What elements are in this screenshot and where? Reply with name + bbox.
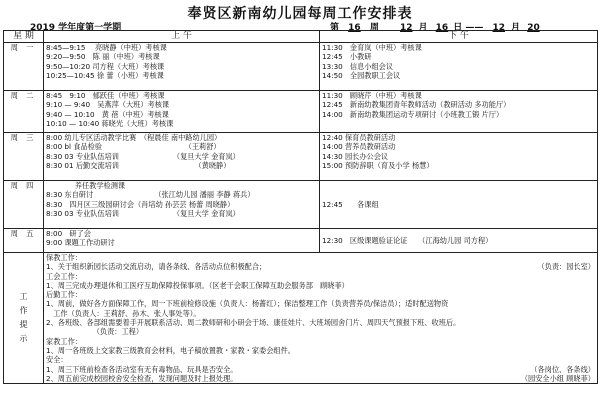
am-item: 8:30 03 专业队伍培训 （复旦大学 金育岚） bbox=[46, 151, 240, 161]
pm-item: 11:30 金育岚（中班）考核课 bbox=[322, 43, 422, 52]
note-line bbox=[46, 337, 595, 346]
pm-item: 12:30 区级课题验证论证 （江海幼儿园 司方程） bbox=[322, 235, 493, 245]
note-tag: （负责：园长室） bbox=[537, 262, 595, 272]
day-row-wednesday bbox=[4, 133, 598, 181]
note-line bbox=[46, 346, 595, 355]
pm-item: 12:45 新南幼教集团青年教师活动（教研活动 多功能厅） bbox=[322, 100, 511, 110]
note-tag: （各岗位、各条线） bbox=[530, 364, 595, 374]
end-day: 20 bbox=[527, 23, 540, 33]
end-month-unit: 月 bbox=[511, 23, 521, 33]
note-text: 1、周前，做好各方面保障工作，周一下班前检修设施（负责人：杨蔷红）；保洁整理工作（负责营养员/保洁员）；适时配送物资 bbox=[46, 299, 449, 309]
pm-item: 14:50 全园教职工会议 bbox=[322, 70, 401, 80]
am-item: 8:45 9:10 郁跃佳（中班）考核课 bbox=[46, 91, 165, 100]
day-label: 周 四 bbox=[4, 181, 44, 229]
note-text: 工作（负责人：王莉舒、孙木、张人事处等）。 bbox=[46, 308, 201, 318]
page-title: 奉贤区新南幼儿园每周工作安排表 bbox=[187, 6, 413, 22]
pm-item: 11:30 顾晓芹（中班）考核课 bbox=[322, 91, 422, 100]
note-text: 1、周三下班前检查各活动室有无有毒物品、玩具是否安全。 bbox=[46, 364, 238, 374]
pm-cell bbox=[320, 43, 598, 91]
note-line bbox=[46, 281, 595, 290]
day-label: 周 五 bbox=[4, 229, 44, 253]
day-row-thursday bbox=[4, 181, 598, 229]
week-unit: 周 bbox=[369, 23, 379, 33]
note-text: 2、周五前完成校园校舍安全检查，发现问题及时上报处理。 bbox=[46, 373, 238, 383]
header-row bbox=[4, 31, 598, 43]
am-cell bbox=[44, 91, 320, 133]
day-label: 周 二 bbox=[4, 91, 44, 133]
am-item: 8:30 03 专业队伍培训 （复旦大学 金育岚） bbox=[46, 208, 240, 218]
start-month: 12 bbox=[399, 23, 413, 33]
start-day: 16 bbox=[435, 23, 449, 33]
day-row-tuesday bbox=[4, 91, 598, 133]
day-row-monday bbox=[4, 43, 598, 91]
day-row-friday bbox=[4, 229, 598, 253]
header-pm: 下 午 bbox=[320, 31, 598, 43]
note-text: 工会工作： bbox=[46, 271, 82, 281]
week-number: 16 bbox=[348, 23, 361, 33]
am-item: 10:25—10:45 徐 蕾（小班）考核课 bbox=[46, 70, 164, 80]
pm-item: 13:30 信息小组会议 bbox=[322, 61, 394, 71]
am-item: 养任教学检测课 bbox=[46, 181, 126, 190]
am-item: 9:00 课題工作动研讨 bbox=[46, 238, 115, 248]
am-item: 8:00 研了会 bbox=[46, 229, 91, 238]
note-text: （负责：工程） bbox=[46, 327, 144, 337]
am-cell bbox=[44, 229, 320, 253]
day-label: 周 一 bbox=[4, 43, 44, 91]
notes-label-text: 工作提示 bbox=[19, 292, 28, 344]
note-line bbox=[46, 374, 595, 383]
start-month-unit: 月 bbox=[418, 23, 428, 33]
start-day-unit: 日 bbox=[453, 23, 463, 33]
am-item: 8:00 幼儿专区活动教学比赛 （程晨佳 南中路幼儿园） bbox=[46, 133, 222, 142]
note-line bbox=[46, 262, 595, 271]
term-label: 2019 学年度第一学期 bbox=[30, 23, 122, 33]
am-item: 8:30 01 后勤交流培训 （黄晓静） bbox=[46, 160, 231, 170]
note-line bbox=[46, 290, 595, 299]
note-text: 1、周一各班级上交家教三级教育会材料，电子稿放置教・家教・家委会组件。 bbox=[46, 345, 295, 355]
note-tag: （园安全小组 顾晓菲） bbox=[520, 373, 595, 383]
notes-row bbox=[4, 253, 598, 384]
pm-item: 12:45 小教研 bbox=[322, 52, 372, 62]
am-cell bbox=[44, 133, 320, 181]
pm-cell bbox=[320, 229, 598, 253]
pm-item: 14:30 园长办公会议 bbox=[322, 151, 389, 161]
pm-item: 15:00 预防辞职（育及小学 杨慧） bbox=[322, 160, 434, 170]
note-text: 保教工作： bbox=[46, 253, 82, 262]
note-text: 家教工作： bbox=[46, 336, 82, 346]
am-item: 9:40 — 10:10 黄 蓓（中班）考核课 bbox=[46, 109, 169, 119]
note-line bbox=[46, 365, 595, 374]
note-line bbox=[46, 318, 595, 327]
notes-content bbox=[44, 253, 598, 384]
day-label: 周 三 bbox=[4, 133, 44, 181]
weekly-schedule-table bbox=[3, 30, 598, 384]
am-item: 8:30 四月区三级园研讨会（肖培幼 孙芸芸 杨蕾 周晓静） bbox=[46, 199, 235, 209]
note-text: 2、各班级、各部组需要着手开展联系活动、周二教师研和小研会于场、康佳娃片、大班场园舍门片、周四天气预报下班、收班后。 bbox=[46, 318, 461, 328]
note-text: 1、周三完成办理退休和工医疗互助保障投保事项。（区老干会职工保障互助会服务部 顾晓菲） bbox=[46, 280, 349, 290]
week-label: 第 bbox=[330, 23, 340, 33]
pm-item: 14:00 新南幼教集团运动专项研讨（小班教工锻 片厅） bbox=[322, 109, 504, 119]
am-item: 8:45—9:15 亮晓静（中班）考核课 bbox=[46, 43, 167, 52]
note-line bbox=[46, 253, 595, 262]
note-line bbox=[46, 355, 595, 364]
notes-label bbox=[4, 253, 44, 384]
note-text: 后勤工作： bbox=[46, 290, 82, 300]
am-item: 10:10 — 10:40 蒋晓光（大班）考核课 bbox=[46, 118, 174, 128]
pm-item: 12:40 保育员教研活动 bbox=[322, 133, 396, 142]
pm-cell bbox=[320, 133, 598, 181]
note-line bbox=[46, 299, 595, 308]
am-item: 9:20—9:50 陈 丽（中班）考核课 bbox=[46, 52, 160, 62]
note-line bbox=[46, 272, 595, 281]
pm-item: 12:45 各课组 bbox=[322, 199, 379, 209]
pm-cell bbox=[320, 91, 598, 133]
am-item: 8:00 bl 食品检验 （王莉舒） bbox=[46, 142, 221, 152]
pm-cell bbox=[320, 181, 598, 229]
pm-item: 14:00 营养员教研活动 bbox=[322, 142, 396, 152]
header-day: 星 期 bbox=[4, 31, 44, 43]
note-text: 1、关于组织新园长活动交流启动，请各条线、各活动点位积极配合； bbox=[46, 262, 267, 272]
range-dash: —— bbox=[465, 23, 484, 33]
note-line bbox=[46, 309, 595, 318]
note-text: 安全： bbox=[46, 355, 68, 365]
am-cell bbox=[44, 43, 320, 91]
am-cell bbox=[44, 181, 320, 229]
am-item: 9:10 — 9:40 吴燕萍（大班）考核课 bbox=[46, 100, 170, 110]
header-am: 上 午 bbox=[44, 31, 320, 43]
end-month: 12 bbox=[492, 23, 506, 33]
am-item: 8:30 东自研讨 （张江幼儿园 潘丽 李静 蒋兵） bbox=[46, 190, 255, 200]
note-line bbox=[46, 327, 595, 336]
am-item: 9:50—10:20 司方程（大班）考核课 bbox=[46, 61, 165, 71]
